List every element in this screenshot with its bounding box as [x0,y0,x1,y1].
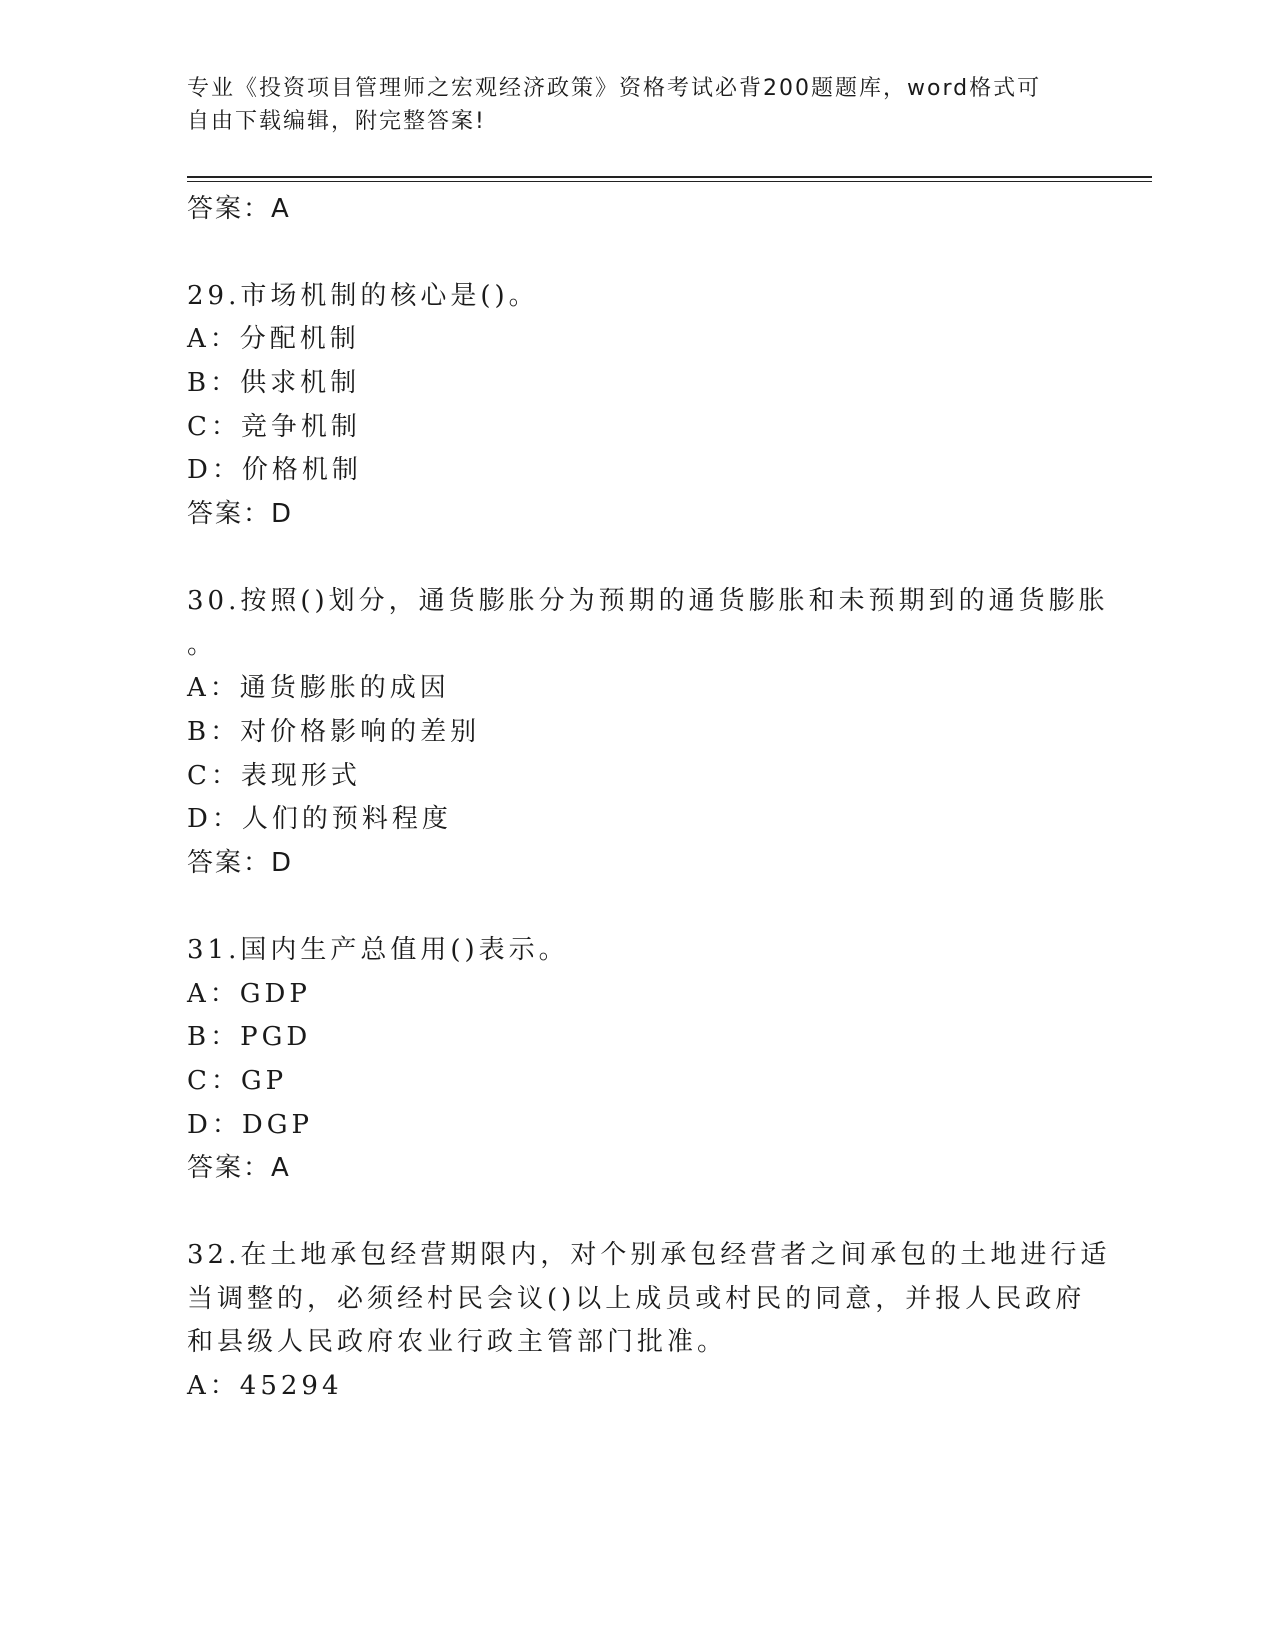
q31-option-b: B：PGD [187,1022,312,1052]
q29-stem: 29.市场机制的核心是()。 [187,281,539,311]
q29-option-d: D：价格机制 [187,455,362,485]
q31-option-c: C：GP [187,1066,288,1096]
q30-answer: 答案：D [187,848,294,878]
q30-option-c: C：表现形式 [187,761,361,791]
q31-stem: 31.国内生产总值用()表示。 [187,935,569,965]
q30-option-d: D：人们的预料程度 [187,804,452,834]
q30-option-a: A：通货膨胀的成因 [187,673,450,703]
q31-option-d: D：DGP [187,1110,313,1140]
header-line-2: 自由下载编辑，附完整答案! [187,109,486,134]
q32-option-a: A：45294 [187,1371,343,1401]
q29-option-a: A：分配机制 [187,324,360,354]
q32-stem-line-1: 32.在土地承包经营期限内，对个别承包经营者之间承包的土地进行适 [187,1240,1111,1270]
header-rule-thin [187,181,1152,182]
q30-option-b: B：对价格影响的差别 [187,717,481,747]
q32-stem-line-3: 和县级人民政府农业行政主管部门批准。 [187,1327,728,1357]
q31-answer: 答案：A [187,1153,291,1183]
q30-stem-line-2: 。 [187,630,218,660]
q30-stem-line-1: 30.按照()划分，通货膨胀分为预期的通货膨胀和未预期到的通货膨胀 [187,586,1109,616]
document-header [187,72,1087,138]
q29-option-b: B：供求机制 [187,368,361,398]
header-line-1: 专业《投资项目管理师之宏观经济政策》资格考试必背200题题库，word格式可 [187,76,1042,101]
q32-stem-line-2: 当调整的，必须经村民会议()以上成员或村民的同意，并报人民政府 [187,1284,1086,1314]
answer-prev: 答案：A [187,194,291,224]
q29-answer: 答案：D [187,499,294,529]
q31-option-a: A：GDP [187,979,311,1009]
header-rule-thick [187,176,1152,178]
q29-option-c: C：竞争机制 [187,412,361,442]
